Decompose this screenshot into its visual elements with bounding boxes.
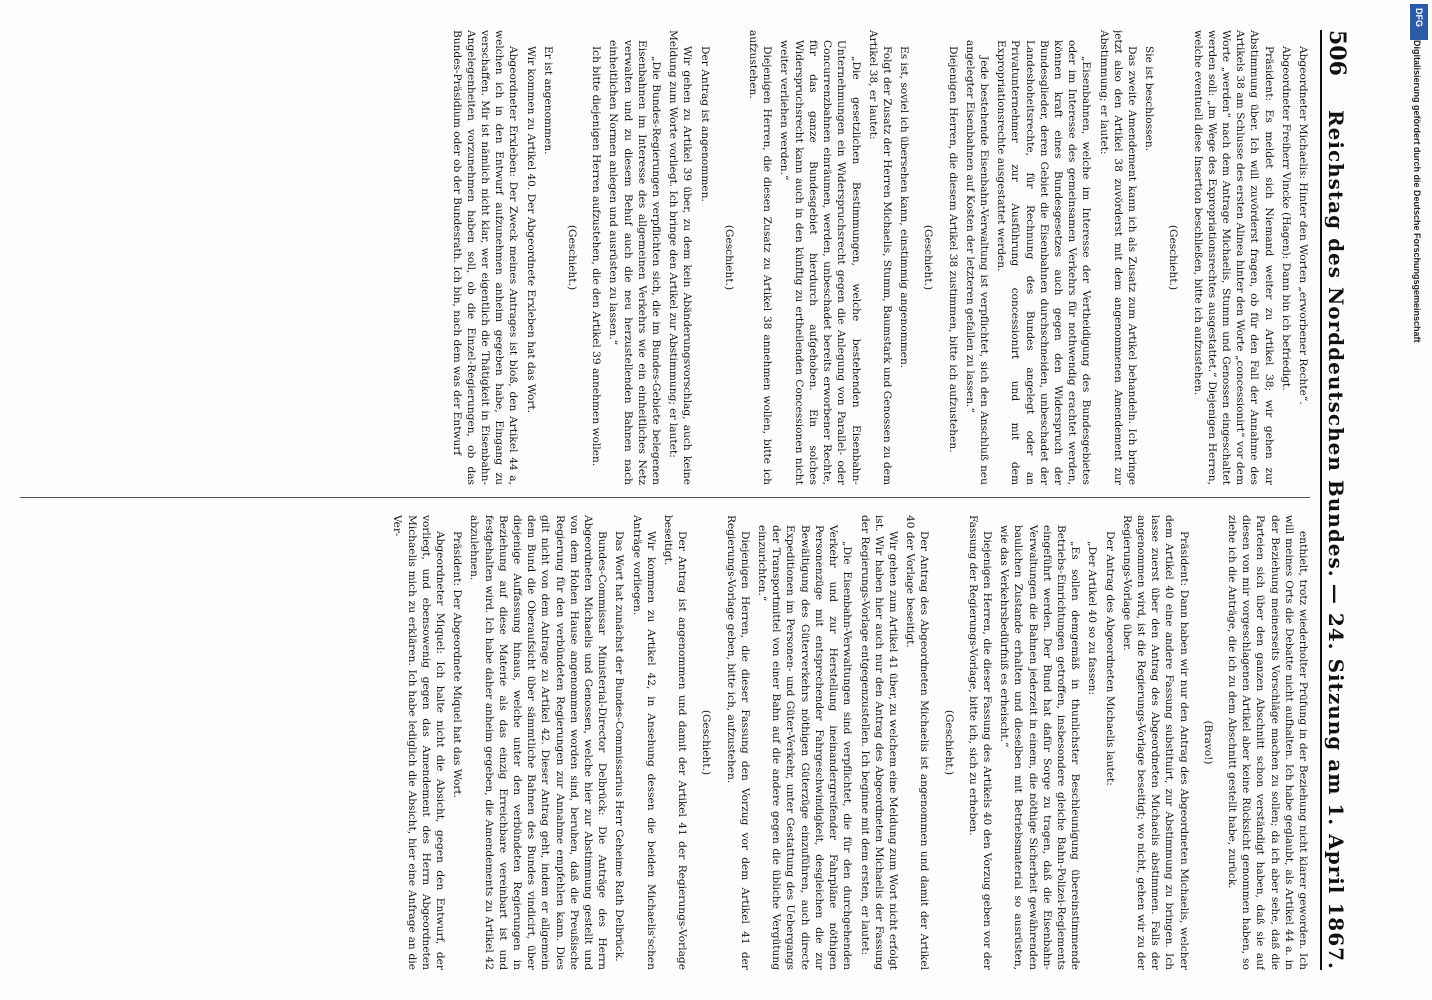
- quoted-article: Jede bestehende Eisenbahn-Verwaltung ist verpflichtet, sich den Anschluß neu angelegter Eisenbahnen auf Kosten der letzteren gefallen zu lassen.“: [963, 40, 990, 485]
- paragraph: Der Antrag ist angenommen.: [698, 46, 711, 202]
- quoted-article: „Eisenbahnen, welche im Interesse der Vertheidigung des Bundesgebietes oder im Interesse des gemeinsamen Verkehrs für nothwendig erachtet werden, können kraft eines Bundesgesetzes auch gegen den Widerspruch der Bundesglieder, deren Gebiet die Eisenbahnen durchschneiden, unbeschadet der Landeshoheitsrechte, für Rechnung des Bundes angelegt oder an Privatunternehmer zur Ausführung concessionirt und mit dem Expropriationsrechte ausgestattet werden.: [995, 40, 1093, 485]
- paragraph: Wir kommen zu Artikel 40. Der Abgeordnete Erxleben hat das Wort.: [524, 46, 537, 414]
- left-text-column: [20, 30, 1310, 485]
- paragraph: Diejenigen Herren, die dieser Fassung den Vorzug vor dem Artikel 41 der Regierungs-Vorlage geben, bitte ich, aufzustehen.: [724, 515, 751, 970]
- paragraph: Der Antrag des Abgeordneten Michaelis lautet:: [1103, 531, 1116, 786]
- paragraph: Diejenigen Herren, die diesen Zusatz zu Artikel 38 annehmen wollen, bitte ich aufzustehen.: [747, 30, 774, 485]
- paragraph: Abgeordneter Erxleben: Der Zweck meines Antrages ist bloß, den Artikel 44 a, welchen ich in den Entwurf aufzunehmen anheim gegeben habe, Eingang zu verschaffen. Mir ist nämlich nicht klar, wer eigentlich die Thätigkeit in Eisenbahn-Angelegenheiten vorzunehmen haben soll, ob die Einzel-Regierungen, ob das Bundes-Präsidium oder ob der Bundesrath. Ich bin, nach dem was der Entwurf: [450, 30, 520, 485]
- stage-direction: (Geschieht.): [722, 224, 735, 291]
- dfg-logo-text: DFG: [1414, 8, 1424, 27]
- paragraph: Ich bitte diejenigen Herren aufzustehen, die den Artikel 39 annehmen wollen.: [590, 46, 603, 467]
- paragraph: Diejenigen Herren, die dieser Fassung des Artikels 40 den Vorzug geben vor der Fassung der Regierungs-Vorlage, bitte ich, sich zu erheben.: [966, 515, 993, 970]
- paragraph: Das zweite Amendement kann ich als Zusatz zum Artikel behandeln. Ich bringe jetzt also den Artikel 38 zuvörderst mit dem angenommenen Amendement zur Abstimmung; er lautet:: [1097, 30, 1138, 485]
- paragraph: Präsident: Der Abgeordnete Miquel hat das Wort.: [451, 531, 464, 799]
- paragraph: Der Antrag ist angenommen und damit der Artikel 41 der Regierungs-Vorlage beseitigt.: [662, 515, 689, 970]
- page-header: [1320, 30, 1352, 970]
- stage-direction: (Geschieht.): [566, 224, 579, 291]
- session-title: — 24. Sitzung am 1. April 1867.: [1324, 583, 1348, 970]
- quoted-article: „Die Bundes-Regierungen verpflichten sich, die im Bundes-Gebiete belegenen Eisenbahnen im Interesse des allgemeinen Verkehrs wie ein einheitliches Netz verwalten und zu diesem Behuf auch die neu herzustellenden Bahnen nach einheitlichen Normen anlegen und ausrüsten zu lassen.“: [607, 40, 663, 485]
- quoted-article: „Die Eisenbahn-Verwaltungen sind verpflichtet, die für den durchgehenden Verkehr und zur Herstellung ineinandergreifender Fahrpläne nöthigen Personenzüge mit entsprechender Fahrgeschwindigkeit, desgleichen die zur Bewältigung des Güterverkehrs nöthigen Güterzüge einzuführen, auch directe Expeditionen im Personen- und Güter-Verkehr, unter Gestattung des Uebergangs der Transportmittel von einer Bahn auf die andere gegen die übliche Vergütung einzurichten.“: [756, 525, 854, 970]
- paragraph: Abgeordneter Freiherr Vincke (Hagen): Dann bin ich befriedigt.: [1279, 46, 1292, 391]
- paragraph: Sie ist beschlossen.: [1143, 46, 1156, 152]
- page-number: 506: [1324, 30, 1350, 76]
- paragraph: Wir gehen zum Artikel 41 über, zu welchem eine Meldung zum Wort nicht erfolgt ist. Wir haben hier auch nur den Antrag des Abgeordneten Michaelis der Fassung der Regierungs-Vorlage entgegenzustellen. Ich beginne mit dem ersten, er lautet:: [858, 515, 899, 970]
- stage-direction: (Bravo!): [1201, 720, 1214, 765]
- paragraph: Der Antrag des Abgeordneten Michaelis ist angenommen und damit der Artikel 40 der Vorlage beseitigt.: [904, 515, 931, 970]
- paragraph: Es ist, soviel ich übersehen kann, einstimmig angenommen.: [898, 46, 911, 369]
- stage-direction: (Geschieht.): [942, 709, 955, 776]
- paragraph: Präsident: Es meldet sich Niemand weiter zu Artikel 38; wir gehen zur Abstimmung über. Ich will zuvörderst fragen, ob für den Fall der Annahme des Artikels 38 am Schlusse des ersten Alinea hinter den Worte „concessionirt“ vor dem Worte „werden“ nach dem Antrage Michaelis, Stumm und Genossen eingeschaltet werden soll: „im Wege des Expropriationsrechtes ausgestattet.“ Diejenigen Herren, welche eventuell diese Insertion beschließen, bitte ich aufzustehen.: [1191, 30, 1275, 485]
- paragraph: Wir kommen zu Artikel 42, in Ansehung dessen die beiden Michaelis'schen Anträge vorliegen.: [630, 515, 657, 970]
- paragraph: Folgt der Zusatz der Herren Michaelis, Stumm, Baumstark und Genossen zu dem Artikel 38, er lautet:: [866, 30, 893, 485]
- quoted-article: „Der Artikel 40 so zu fassen:: [1086, 541, 1099, 696]
- digitization-credit: [1408, 40, 1426, 1000]
- paragraph: Bundes-Commissar Ministerial-Director Delbrück: Die Anträge des Herrn Abgeordneten Michaelis und Genossen, welche hier zur Abstimmung gestellt und von dem Hohen Hause angenommen worden sind, beruhen, daß die Preußische Regierung für den verbündeten Regierungen zur Annahme empfehlen kann. Dies gilt nicht von dem Antrage zu Artikel 42. Dieser Antrag geht, indem er allgemein dem Bund die Oberaufsicht über sämmtliche Bahnen des Bundes vindicirt, über diejenige Auffassung hinaus, welche unter den verbündeten Regierungen in Beziehung auf diese Materie als das einzig Erreichbare vereinbart ist und festgehalten wird. Ich habe daher anheim gegeben, die Amendements zu Artikel 42 abzulehnen.: [468, 515, 609, 970]
- credit-text: Digitalisierung gefördert durch die Deutsche Forschungsgemeinschaft: [1412, 40, 1422, 343]
- column-divider: [20, 497, 1310, 498]
- stage-direction: (Geschieht.): [700, 709, 713, 776]
- paragraph: Er ist angenommen.: [541, 46, 554, 155]
- running-title: Reichstag des Norddeutschen Bundes.: [1324, 110, 1348, 578]
- paragraph: Präsident: Dann haben wir nur den Antrag des Abgeordneten Michaelis, welcher dem Artikel 40 eine andere Fassung substituirt, zur Abstimmung zu bringen. Ich lasse zuerst über den Antrag des Abgeordneten Michaelis abstimmen. Falls der angenommen wird, ist die Regierungs-Vorlage beseitigt; wo nicht, gehen wir zu der Regierungs-Vorlage über.: [1120, 515, 1190, 970]
- paragraph: enthielt, trotz wiederholter Prüfung in der Beziehung nicht klarer geworden. Ich will meines Orts die Debatte nicht aufhalten. Ich habe geglaubt, als Artikel 44 a. in der Beziehung meinerseits Vorschläge machen zu sollen; da ich aber sehe, daß die Parteien sich über den ganzen Abschnitt schon verständigt haben, daß sie auf diesen von mir vorgeschlagenen Artikel aber keine Rücksicht genommen haben, so ziehe ich die Anträge, die ich zu dem Abschnitt gestellt habe, zurück.: [1225, 515, 1309, 970]
- paragraph: Diejenigen Herren, die diesem Artikel 38 zustimmen, bitte ich aufzustehen.: [946, 46, 959, 453]
- paragraph: Abgeordneter Miquel: Ich halte nicht die Absicht, gegen den Entwurf, der vorliegt, und ebensowenig gegen das Amendement des Herrn Abgeordneten Michaelis mich zu erklären. Ich habe lediglich die Absicht, hier eine Anfrage an die Ver-: [391, 515, 447, 970]
- quoted-article: „Es sollen demgemäß in thunlichster Beschleunigung übereinstimmende Betriebs-Einrichtungen getroffen, insbesondere gleiche Bahn-Polizei-Reglements eingeführt werden. Der Bund hat dafür Sorge zu tragen, daß die Eisenbahn-Verwaltungen die Bahnen jederzeit in einem, die nöthige Sicherheit gewährenden baulichen Zustande erhalten und dieselben mit Betriebsmaterial so ausrüsten, wie das Verkehrsbedürfniß es erheischt.“: [998, 525, 1082, 970]
- stage-direction: (Geschieht.): [1167, 224, 1180, 291]
- stage-direction: (Geschieht.): [922, 224, 935, 291]
- right-text-column: [20, 515, 1310, 970]
- paragraph: Wir gehen zu Artikel 39 über, zu dem kein Abänderungsvorschlag, auch keine Meldung zum Worte vorliegt. Ich bringe den Artikel zur Abstimmung; er lautet:: [667, 30, 694, 485]
- quoted-article: „Die gesetzlichen Bestimmungen, welche bestehenden Eisenbahn-Unternehmungen ein Widerspruchsrecht gegen die Anlegung von Parallel- oder Concurrenzbahnen einräumen, werden, unbeschadet bereits erworbener Rechte, für das ganze Bundesgebiet hierdurch aufgehoben. Ein solches Widerspruchsrecht kann auch in den künftig zu ertheilenden Concessionen nicht weiter verliehen werden.“: [778, 40, 862, 485]
- paragraph: Das Wort hat zunächst der Bundes-Commissarius Herr Geheime Rath Delbrück.: [613, 531, 626, 962]
- paragraph: Abgeordneter Michaelis: Hinter den Worten „erworbener Rechte“.: [1297, 46, 1309, 405]
- dfg-logo: [1410, 4, 1428, 40]
